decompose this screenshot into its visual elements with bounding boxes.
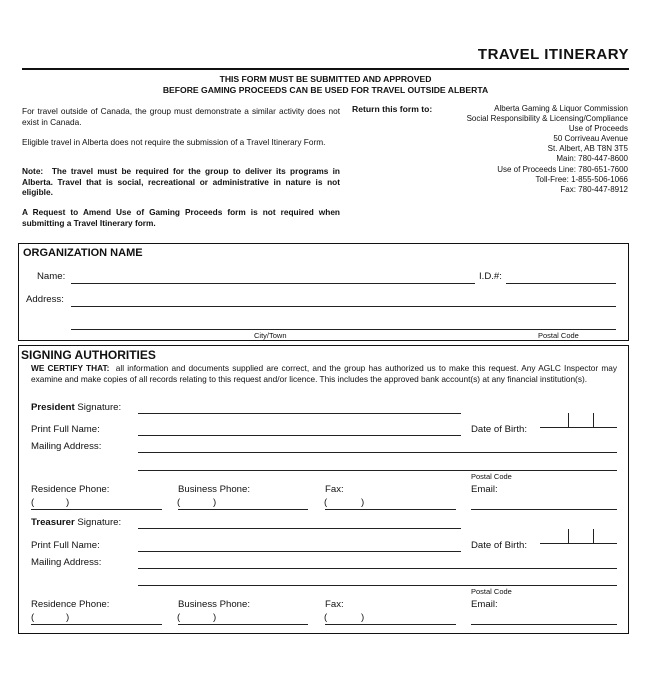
org-address-label: Address:	[26, 294, 64, 305]
treasurer-fax-field[interactable]	[325, 624, 456, 625]
notice-line-2: BEFORE GAMING PROCEEDS CAN BE USED FOR TRAVEL OUTSIDE ALBERTA	[162, 85, 489, 95]
president-fax-label: Fax:	[325, 484, 344, 495]
org-postal-label: Postal Code	[538, 331, 579, 340]
president-business-phone-label: Business Phone:	[178, 484, 250, 495]
org-address-field[interactable]	[71, 306, 616, 307]
dob-divider	[568, 529, 569, 543]
paren-close: )	[213, 497, 217, 508]
org-id-label: I.D.#:	[479, 271, 502, 282]
organization-section-title: ORGANIZATION NAME	[23, 247, 143, 259]
president-signature-label	[31, 402, 121, 413]
signing-section-title: SIGNING AUTHORITIES	[21, 348, 156, 362]
treasurer-email-field[interactable]	[471, 624, 617, 625]
president-label: President	[31, 402, 75, 413]
instruction-outside-canada: For travel outside of Canada, the group must demonstrate a similar activity does not exist in Canada.	[22, 106, 340, 127]
treasurer-mailing-label: Mailing Address:	[31, 557, 102, 568]
paren-close: )	[213, 612, 217, 623]
treasurer-print-name-field[interactable]	[138, 551, 461, 552]
form-title: TRAVEL ITINERARY	[477, 46, 629, 63]
org-city-label: City/Town	[254, 331, 287, 340]
address-line: Alberta Gaming & Liquor Commission	[494, 104, 628, 113]
paren-open: (	[324, 497, 328, 508]
org-name-label: Name:	[37, 271, 66, 282]
treasurer-dob-label: Date of Birth:	[471, 540, 527, 551]
signing-section	[18, 345, 629, 634]
paren-close: )	[361, 612, 365, 623]
note-label: Note:	[22, 166, 44, 176]
president-print-name-field[interactable]	[138, 435, 461, 436]
president-residence-phone-field[interactable]	[31, 509, 162, 510]
president-postal-label: Postal Code	[471, 472, 512, 481]
treasurer-business-phone-label: Business Phone:	[178, 599, 250, 610]
address-line: Fax: 780-447-8912	[560, 184, 628, 194]
notice-line-1: THIS FORM MUST BE SUBMITTED AND APPROVED	[219, 74, 432, 84]
org-name-field[interactable]	[71, 283, 475, 284]
address-line: 50 Corriveau Avenue	[553, 134, 628, 144]
address-line: Social Responsibility & Licensing/Compliance	[466, 114, 628, 124]
president-print-name-label: Print Full Name:	[31, 424, 100, 435]
org-id-field[interactable]	[506, 283, 616, 284]
treasurer-residence-phone-field[interactable]	[31, 624, 162, 625]
paren-close: )	[361, 497, 365, 508]
treasurer-signature-label	[31, 517, 121, 528]
instruction-eligible-alberta: Eligible travel in Alberta does not require the submission of a Travel Itinerary Form.	[22, 137, 326, 147]
signature-label: Signature:	[77, 402, 122, 413]
president-dob-field[interactable]	[540, 427, 617, 428]
paren-open: (	[177, 497, 181, 508]
dob-divider	[593, 529, 594, 543]
treasurer-dob-field[interactable]	[540, 543, 617, 544]
president-dob-label: Date of Birth:	[471, 424, 527, 435]
dob-divider	[568, 413, 569, 427]
return-address	[467, 104, 628, 195]
treasurer-signature-field[interactable]	[138, 528, 461, 529]
treasurer-postal-label: Postal Code	[471, 587, 512, 596]
president-fax-field[interactable]	[325, 509, 456, 510]
address-line: Toll-Free: 1-855-506-1066	[535, 174, 628, 184]
org-city-postal-field[interactable]	[71, 329, 616, 330]
certify-label: WE CERTIFY THAT:	[31, 363, 110, 373]
signature-label: Signature:	[77, 517, 122, 528]
president-email-label: Email:	[471, 484, 498, 495]
president-business-phone-field[interactable]	[178, 509, 308, 510]
president-signature-field[interactable]	[138, 413, 461, 414]
certify-text: all information and documents supplied are correct, and the group has authorized us to make this request. Any AGLC Inspector may examine and make copies of all records relating to this request and/or licence. This includes the approved bank account(s) at any financial institution(s).	[31, 363, 617, 384]
president-residence-phone-label: Residence Phone:	[31, 484, 110, 495]
paren-open: (	[177, 612, 181, 623]
instruction-note	[22, 166, 340, 198]
president-mailing-label: Mailing Address:	[31, 441, 102, 452]
treasurer-mailing-field-1[interactable]	[138, 568, 617, 569]
address-line: Use of Proceeds	[568, 124, 628, 134]
treasurer-mailing-field-2[interactable]	[138, 585, 617, 586]
paren-close: )	[66, 497, 70, 508]
president-mailing-field-2[interactable]	[138, 470, 617, 471]
president-email-field[interactable]	[471, 509, 617, 510]
paren-open: (	[31, 612, 35, 623]
treasurer-email-label: Email:	[471, 599, 498, 610]
instruction-amend-form: A Request to Amend Use of Gaming Proceeds form is not required when submitting a Travel Itinerary form.	[22, 207, 340, 228]
treasurer-business-phone-field[interactable]	[178, 624, 308, 625]
dob-divider	[593, 413, 594, 427]
treasurer-fax-label: Fax:	[325, 599, 344, 610]
paren-close: )	[66, 612, 70, 623]
return-to-label: Return this form to:	[352, 104, 433, 114]
paren-open: (	[31, 497, 35, 508]
treasurer-label: Treasurer	[31, 517, 75, 528]
address-line: Main: 780-447-8600	[556, 154, 628, 164]
address-line: Use of Proceeds Line: 780-651-7600	[497, 164, 628, 174]
certify-statement	[31, 363, 617, 384]
treasurer-residence-phone-label: Residence Phone:	[31, 599, 110, 610]
president-mailing-field-1[interactable]	[138, 452, 617, 453]
treasurer-print-name-label: Print Full Name:	[31, 540, 100, 551]
note-text: The travel must be required for the group to deliver its programs in Alberta. Travel that is social, recreational or administrative in nature is not eligible.	[22, 166, 340, 197]
header-rule	[22, 68, 629, 70]
paren-open: (	[324, 612, 328, 623]
address-line: St. Albert, AB T8N 3T5	[547, 144, 628, 154]
